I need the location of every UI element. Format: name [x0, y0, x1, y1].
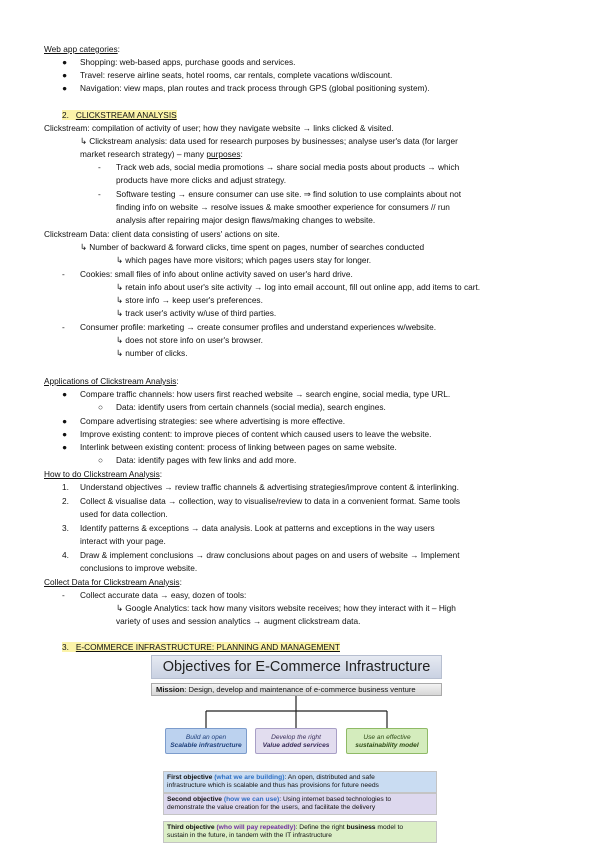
- collect-sub: ↳ Google Analytics: tack how many visitors website receives; how they interact with it – High: [116, 603, 456, 613]
- collect-heading: Collect Data for Clickstream Analysis: [44, 577, 180, 587]
- step-number: 1.: [62, 482, 69, 492]
- clickstream-data-def: Clickstream Data: client data consisting of users' actions on site.: [44, 229, 280, 239]
- section-number: 2.: [62, 110, 69, 120]
- section-2-heading: [62, 110, 177, 122]
- step-text-cont: conclusions to improve website.: [80, 563, 198, 573]
- step-text-cont: interact with your page.: [80, 536, 166, 546]
- second-objective: [163, 793, 437, 815]
- dash-icon: -: [62, 269, 65, 279]
- objective-label: First objective: [167, 774, 213, 781]
- colon: :: [117, 44, 120, 54]
- mission-text: : Design, develop and maintenance of e-commerce business venture: [184, 685, 416, 694]
- collect-item: Collect accurate data → easy, dozen of tools:: [80, 590, 247, 600]
- bullet-icon: ●: [62, 429, 68, 439]
- purpose-item-cont: analysis after repairing major design flaws/making changes to website.: [116, 215, 376, 225]
- bullet-icon: ●: [62, 389, 68, 399]
- objective-label: Second objective: [167, 796, 223, 803]
- purpose-item: Software testing → ensure consumer can use site. ⇒ find solution to use complaints about not: [116, 189, 462, 199]
- data-line: ↳ Number of backward & forward clicks, time spent on pages, number of searches conducted: [80, 242, 425, 252]
- cookies-line: Cookies: small files of info about online activity saved on user's hard drive.: [80, 269, 353, 279]
- box-line: Value added services: [262, 742, 330, 749]
- box-line: Build an open: [185, 734, 227, 741]
- objective-paren: (who will pay repeatedly): [216, 824, 296, 831]
- howto-heading-line: How to do Clickstream Analysis:: [44, 469, 163, 479]
- objective-label: Third objective: [167, 824, 215, 831]
- section-3-heading: [62, 642, 340, 654]
- objective-paren: (how we can use): [223, 796, 280, 803]
- box-line: Develop the right: [271, 734, 321, 741]
- objectives-diagram: [149, 655, 444, 845]
- consumer-sub: ↳ number of clicks.: [116, 348, 188, 358]
- list-item: Compare advertising strategies: see where advertising is more effective.: [80, 416, 346, 426]
- data-line-sub: ↳ which pages have more visitors; which pages users stay for longer.: [116, 255, 372, 265]
- circle-bullet-icon: ○: [98, 455, 104, 465]
- section-number: 3.: [62, 642, 69, 652]
- step-text: Identify patterns & exceptions → data analysis. Look at patterns and exceptions in the way users: [80, 523, 435, 533]
- consumer-line: Consumer profile: marketing → create consumer profiles and understand experiences w/website.: [80, 322, 437, 332]
- cookies-sub: ↳ store info → keep user's preferences.: [116, 295, 263, 305]
- objective-text-cont: sustain in the future, in tandem with the IT infrastructure: [167, 832, 332, 839]
- objective-text: model to: [375, 824, 404, 831]
- objective-text-cont: infrastructure which is scalable and thus has provisions for future needs: [167, 782, 379, 789]
- web-app-heading: Web app categories: [44, 44, 118, 54]
- purpose-item: Track web ads, social media promotions → share social media posts about products → which: [116, 162, 460, 172]
- bullet-icon: ●: [62, 83, 68, 93]
- consumer-sub: ↳ does not store info on user's browser.: [116, 335, 263, 345]
- list-item: Compare traffic channels: how users first reached website → search engine, social media, type URL.: [80, 389, 451, 399]
- box-line: sustainability model: [355, 742, 419, 749]
- step-text: Collect & visualise data → collection, way to visualise/review to data in a convenient format. Same tools: [80, 496, 460, 506]
- diagram-title: Objectives for E-Commerce Infrastructure: [151, 655, 442, 679]
- step-text: Understand objectives → review traffic channels & advertising strategies/improve content & interlinking.: [80, 482, 459, 492]
- section-title: E-COMMERCE INFRASTRUCTURE: PLANNING AND MANAGEMENT: [75, 642, 340, 652]
- value-added-services-box: [255, 728, 337, 754]
- list-item: Interlink between existing content: process of linking between pages on same website.: [80, 442, 397, 452]
- box-line: Use an effective: [363, 734, 411, 741]
- collect-heading-line: Collect Data for Clickstream Analysis:: [44, 577, 182, 587]
- dash-icon: -: [62, 322, 65, 332]
- analysis-line-2: market research strategy) – many purposes:: [80, 149, 243, 159]
- section-title: CLICKSTREAM ANALYSIS: [75, 110, 177, 120]
- step-number: 2.: [62, 496, 69, 506]
- clickstream-def: Clickstream: compilation of activity of user; how they navigate website → links clicked & visited.: [44, 123, 394, 133]
- purposes-link: purposes: [206, 149, 241, 159]
- box-line: Scalable infrastructure: [170, 742, 242, 749]
- list-item: Improve existing content: to improve pieces of content which caused users to leave the website.: [80, 429, 432, 439]
- objective-text: : An open, distributed and safe: [284, 774, 375, 781]
- circle-bullet-icon: ○: [98, 402, 104, 412]
- step-number: 4.: [62, 550, 69, 560]
- bullet-icon: ●: [62, 57, 68, 67]
- list-subitem: Data: identify pages with few links and add more.: [116, 455, 297, 465]
- bullet-icon: ●: [62, 416, 68, 426]
- first-objective: [163, 771, 437, 793]
- applications-heading-line: Applications of Clickstream Analysis:: [44, 376, 179, 386]
- cookies-sub: ↳ retain info about user's site activity → log into email account, fill out online app, add items to cart.: [116, 282, 481, 292]
- scalable-infrastructure-box: [165, 728, 247, 754]
- sustainability-model-box: [346, 728, 428, 754]
- objective-text: : Using internet based technologies to: [279, 796, 392, 803]
- dash-icon: -: [98, 189, 101, 199]
- step-text: Draw & implement conclusions → draw conclusions about pages on and users of website → Implement: [80, 550, 460, 560]
- dash-icon: -: [98, 162, 101, 172]
- howto-heading: How to do Clickstream Analysis: [44, 469, 160, 479]
- objective-text: : Define the right: [295, 824, 347, 831]
- collect-sub-cont: variety of uses and session analytics → augment clickstream data.: [116, 616, 361, 626]
- connector-lines: [149, 655, 444, 735]
- analysis-line: ↳ Clickstream analysis: data used for research purposes by businesses; analyse user's data (for larger: [80, 136, 458, 146]
- purpose-item-cont: finding info on website → resolve issues & make smoother experience for consumers // run: [116, 202, 450, 212]
- step-text-cont: used for data collection.: [80, 509, 168, 519]
- list-subitem: Data: identify users from certain channels (social media), search engines.: [116, 402, 386, 412]
- web-app-heading-line: [44, 44, 120, 56]
- third-objective: [163, 821, 437, 843]
- mission-label: Mission: [156, 685, 185, 694]
- list-item: Travel: reserve airline seats, hotel rooms, car rentals, complete vacations w/discount.: [80, 70, 393, 80]
- dash-icon: -: [62, 590, 65, 600]
- cookies-sub: ↳ track user's activity w/use of third parties.: [116, 308, 277, 318]
- step-number: 3.: [62, 523, 69, 533]
- list-item: Navigation: view maps, plan routes and track process through GPS (global positioning system).: [80, 83, 430, 93]
- objective-paren: (what we are building): [214, 774, 285, 781]
- objective-text-cont: demonstrate the value creation for the users, and facilitate the delivery: [167, 804, 376, 811]
- bullet-icon: ●: [62, 70, 68, 80]
- objective-bold: business: [346, 824, 376, 831]
- applications-heading: Applications of Clickstream Analysis: [44, 376, 177, 386]
- bullet-icon: ●: [62, 442, 68, 452]
- list-item: Shopping: web-based apps, purchase goods and services.: [80, 57, 296, 67]
- purpose-item-cont: products have more clicks and adjust strategy.: [116, 175, 287, 185]
